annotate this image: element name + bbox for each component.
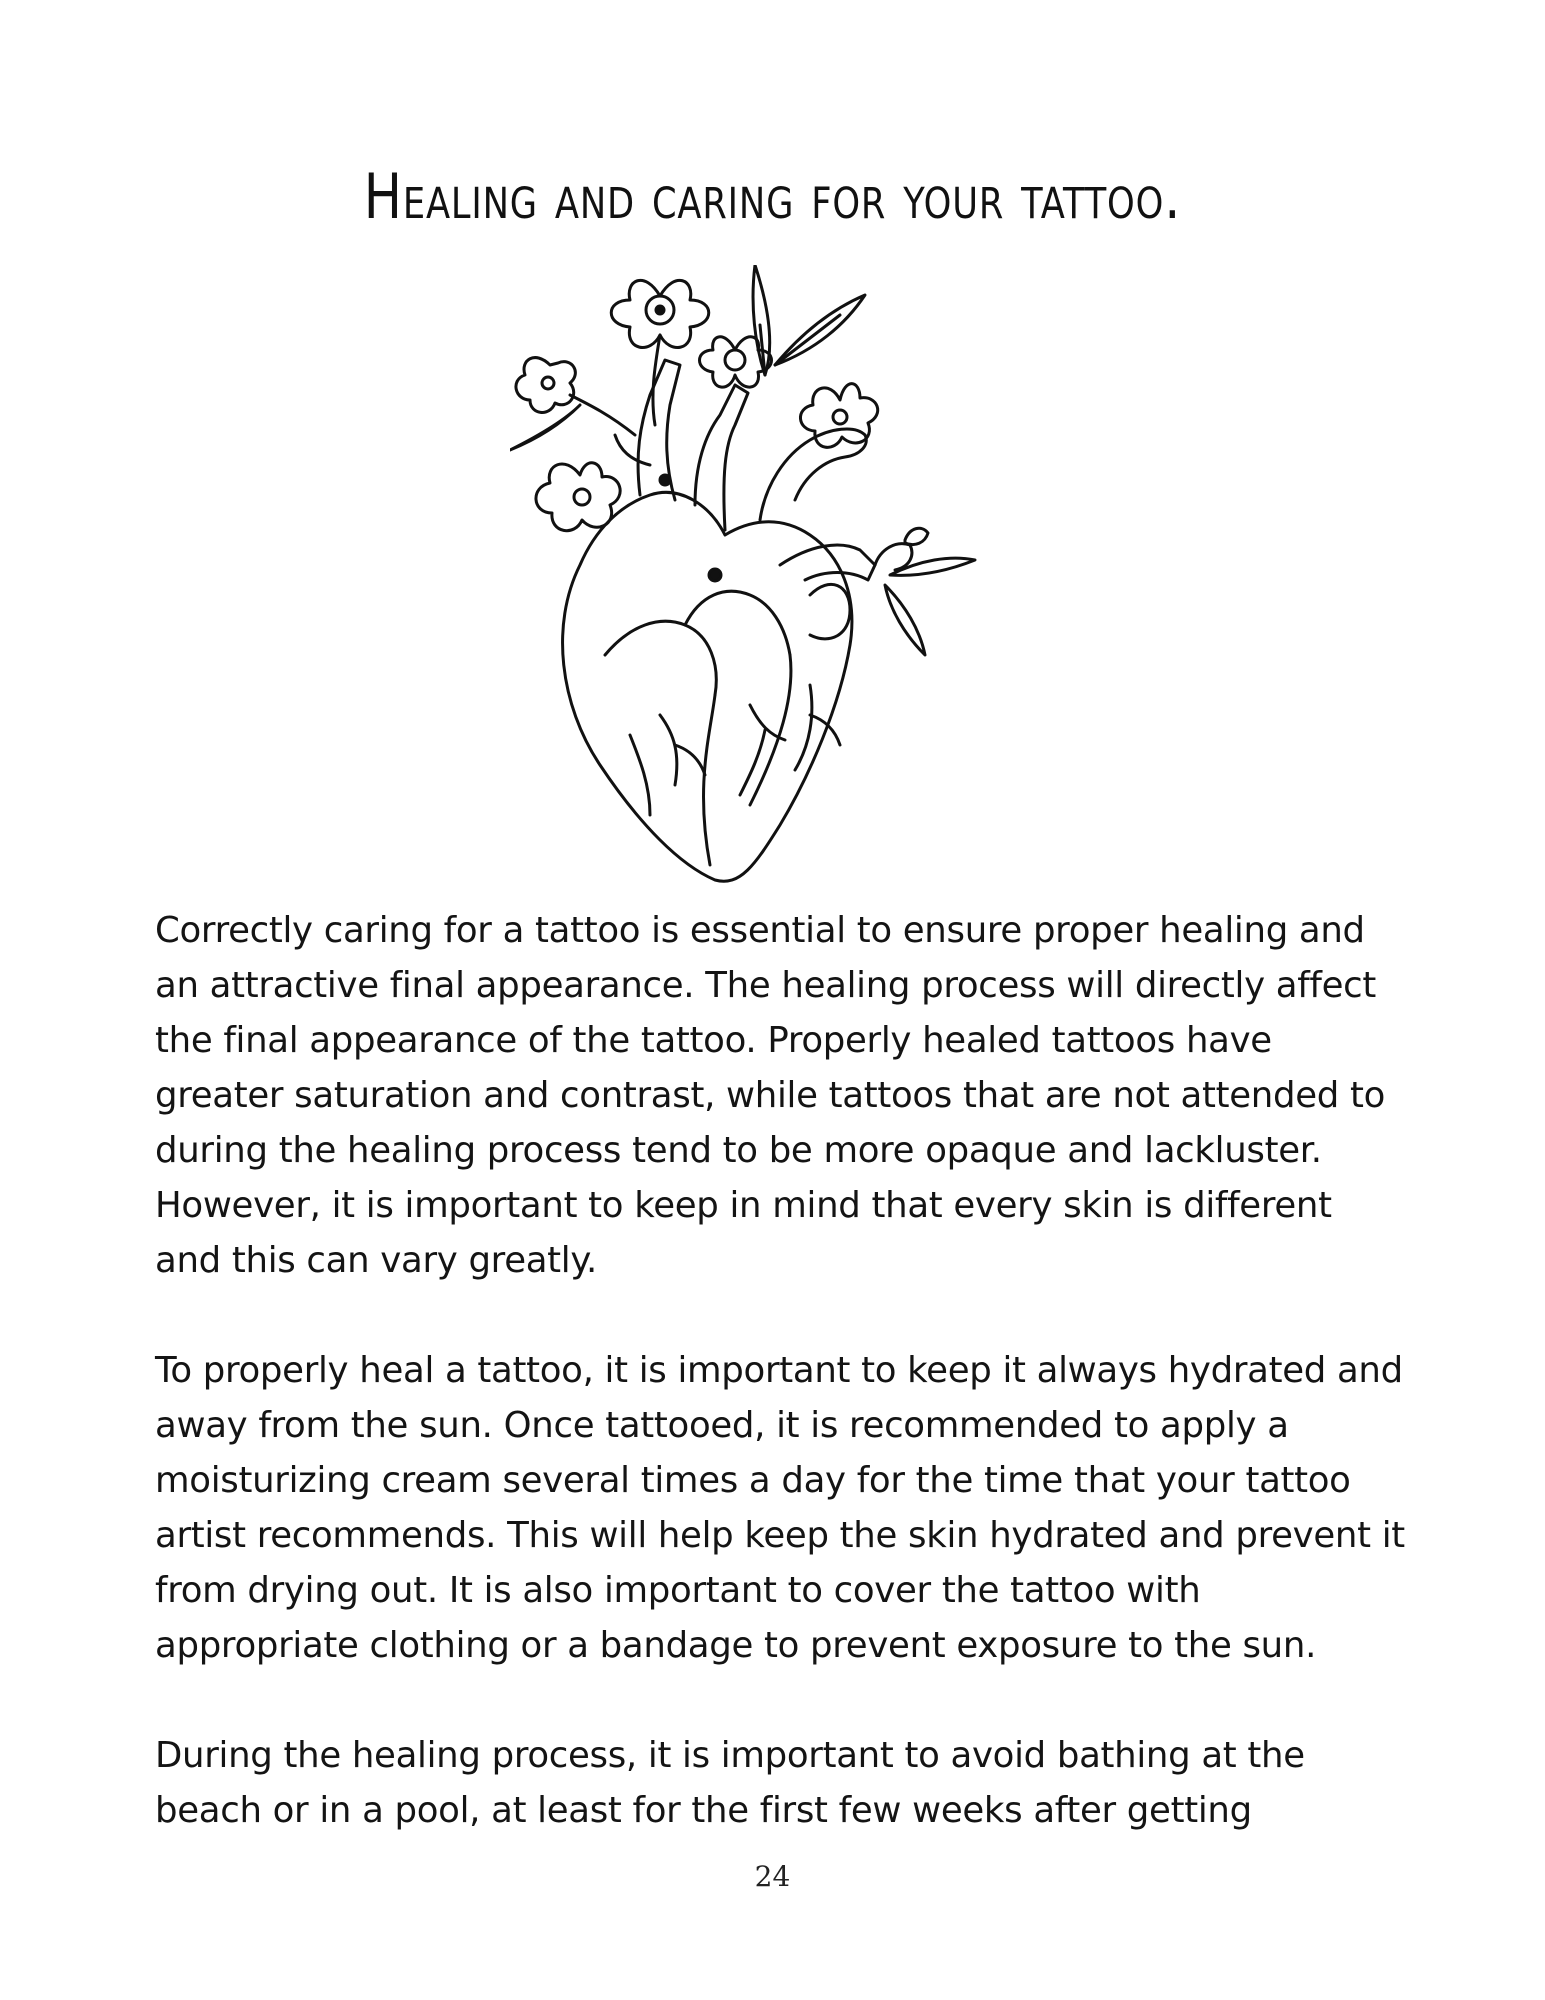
heart-flowers-illustration — [510, 265, 1030, 885]
paragraph-2: To properly heal a tattoo, it is important to keep it always hydrated and away from the sun. Once tattooed, it is recommended to apply a moisturizing cream several times a day for the time that your tattoo artist recommends. This will help keep the skin hydrated and prevent it from drying out. It is also important to cover the tattoo with appropriate clothing or a bandage to prevent exposure to the sun. — [155, 1350, 1405, 1666]
page-title: Healing and caring for your tattoo. — [363, 160, 1182, 233]
paragraph-3: During the healing process, it is important to avoid bathing at the beach or in a pool, at least for the first few weeks after getting — [155, 1735, 1305, 1831]
body-text — [155, 903, 1405, 1893]
paragraph-1: Correctly caring for a tattoo is essential to ensure proper healing and an attractive final appearance. The healing process will directly affect the final appearance of the tattoo. Properly healed tattoos have greater saturation and contrast, while tattoos that are not attended to during the healing process tend to be more opaque and lackluster. However, it is important to keep in mind that every skin is different and this can vary greatly. — [155, 910, 1386, 1281]
flower-left-small — [516, 358, 575, 413]
page-number: 24 — [754, 1860, 791, 1893]
